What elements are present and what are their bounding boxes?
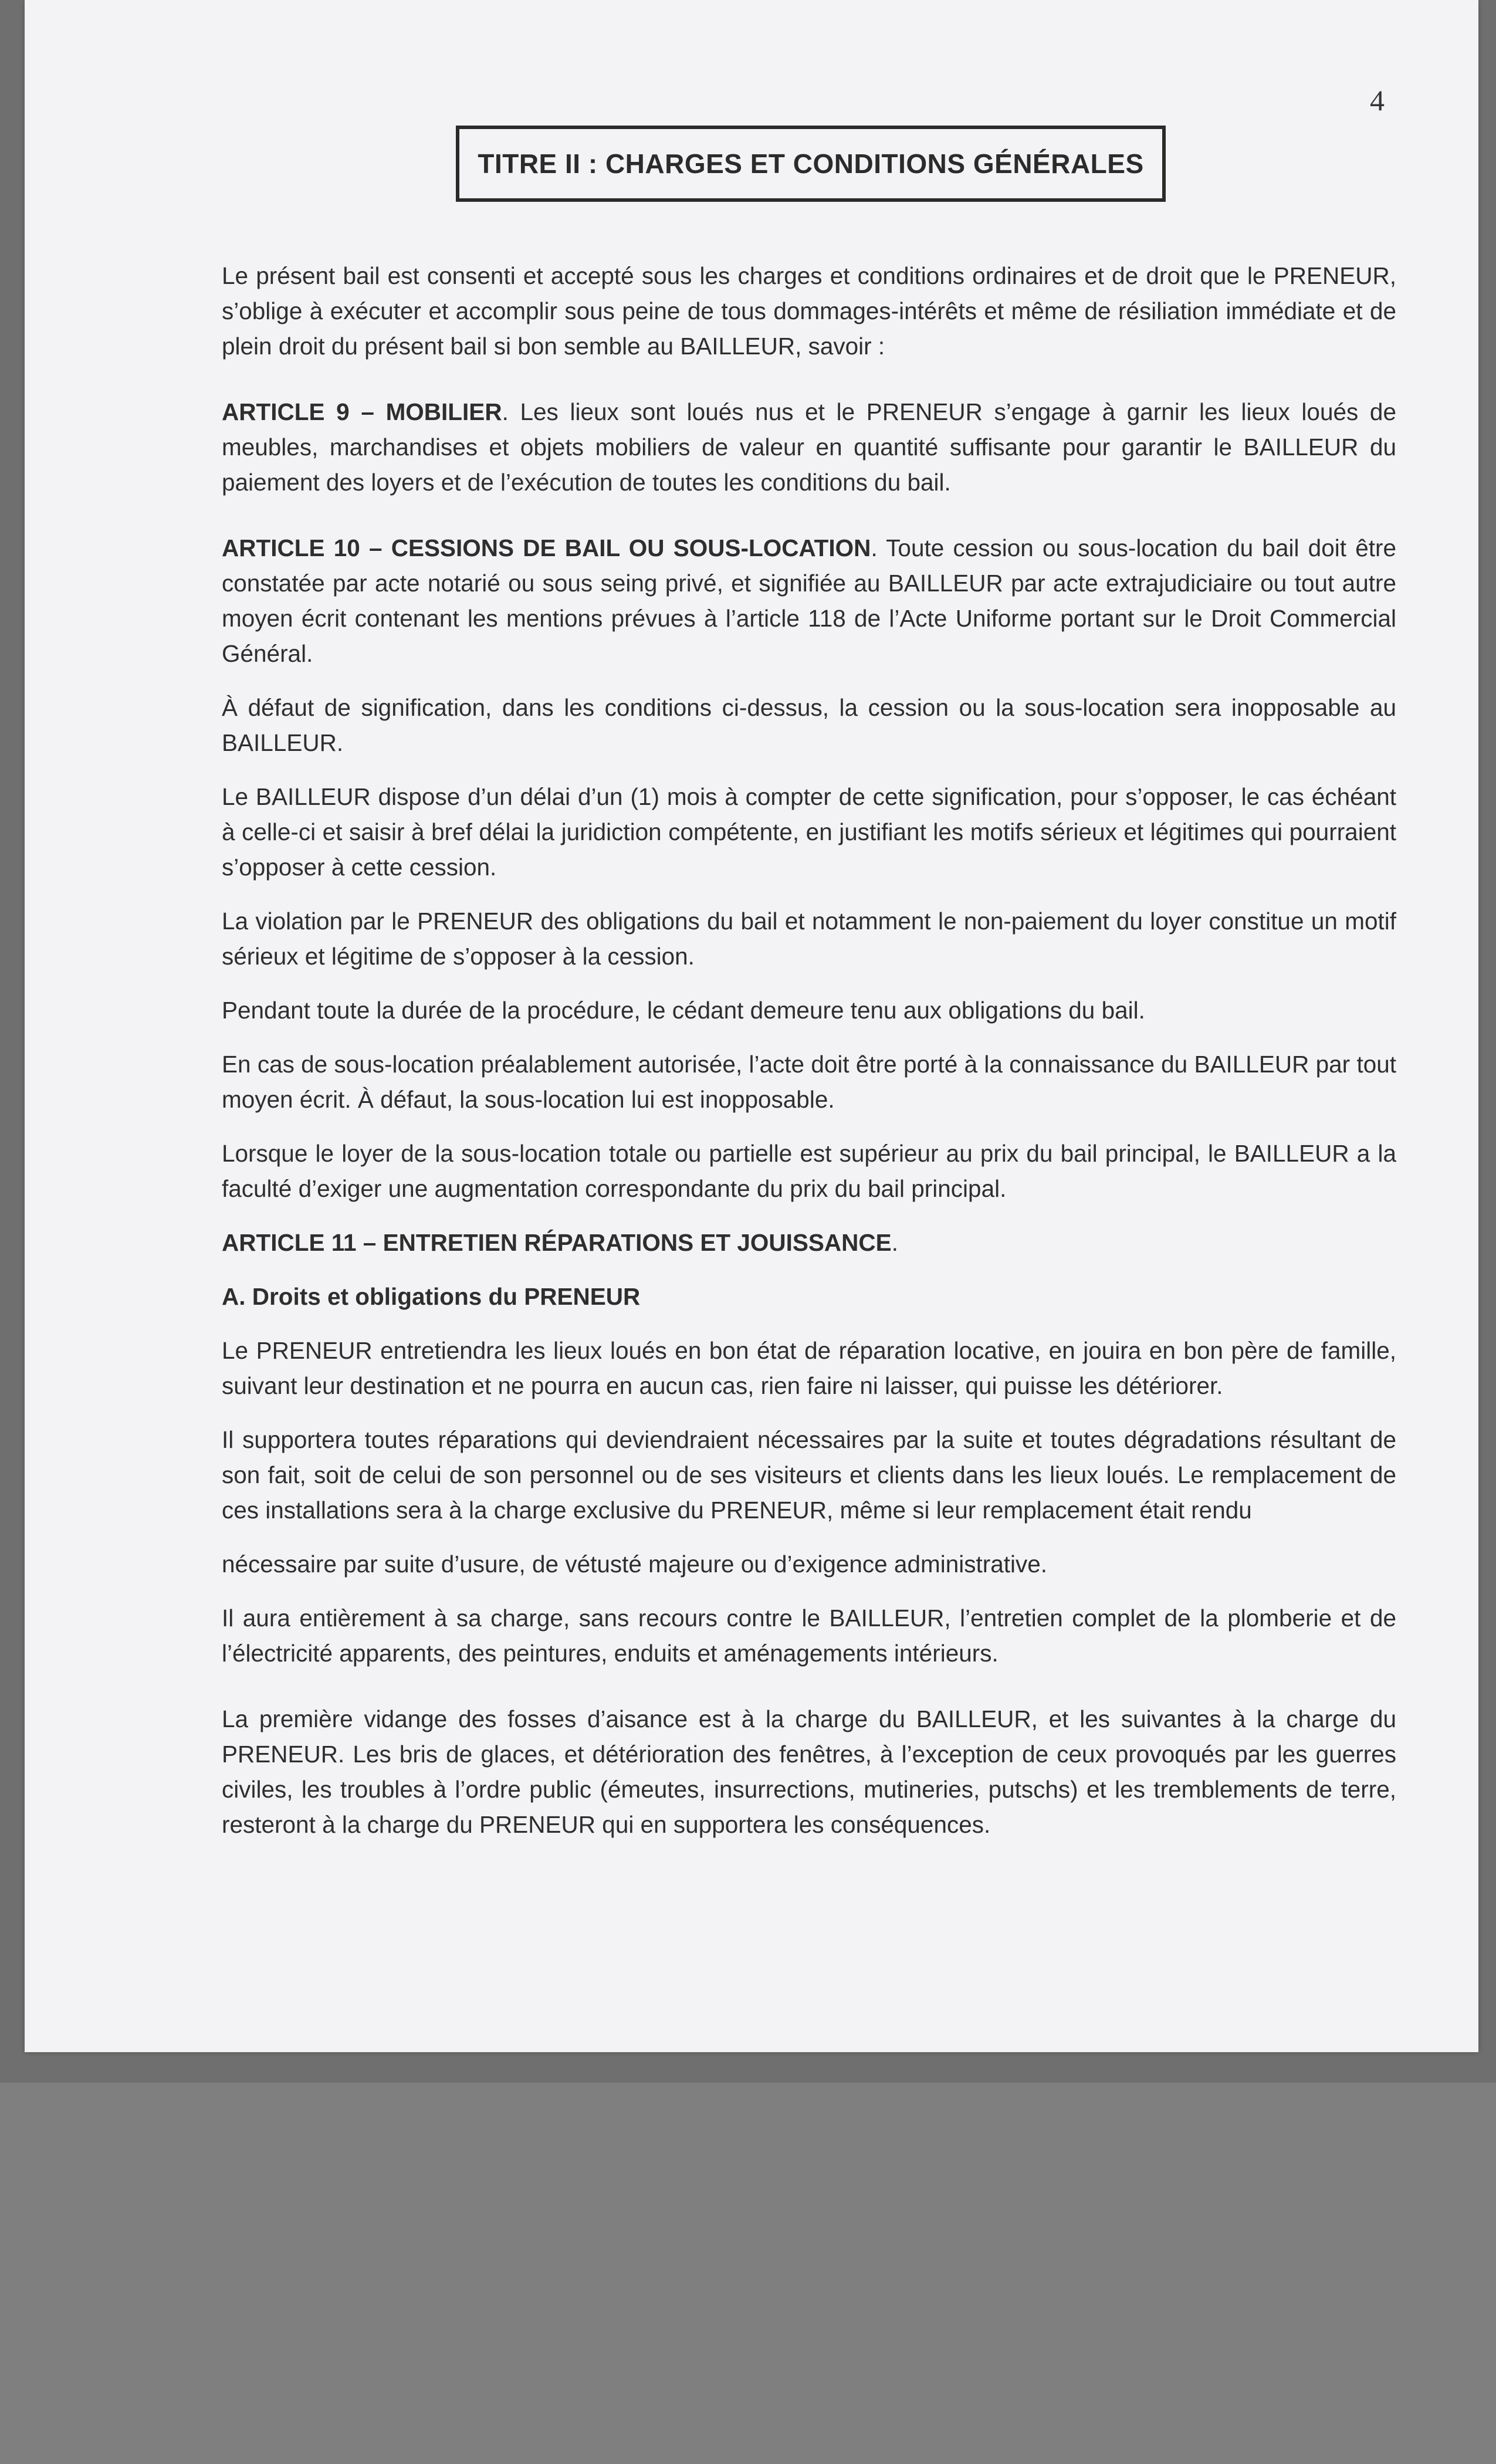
article-11-subheading: A. Droits et obligations du PRENEUR bbox=[222, 1283, 641, 1310]
article-11-heading-suffix: . bbox=[891, 1229, 898, 1256]
page-title: TITRE II : CHARGES ET CONDITIONS GÉNÉRALES bbox=[478, 148, 1144, 179]
article-11-paragraph: La première vidange des fosses d’aisance est à la charge du BAILLEUR, et les suivantes à la charge du PRENEUR. Les bris de glaces, et détérioration des fenêtres, à l’exception de ceux provoqués par les guerres civiles, les troubles à l’ordre public (émeutes, insurrections, mutineries, putschs) et les tremblements de terre, resteront à la charge du PRENEUR qui en supportera les conséquences. bbox=[222, 1705, 1396, 1838]
article-10-paragraph: Lorsque le loyer de la sous-location totale ou partielle est supérieur au prix du bail principal, le BAILLEUR a la faculté d’exiger une augmentation correspondante du prix du bail principal. bbox=[222, 1140, 1396, 1202]
article-10-heading: ARTICLE 10 – CESSIONS DE BAIL OU SOUS-LOCATION bbox=[222, 534, 871, 561]
article-11-heading: ARTICLE 11 – ENTRETIEN RÉPARATIONS ET JOUISSANCE bbox=[222, 1229, 892, 1256]
document-page bbox=[25, 0, 1478, 2052]
article-10-paragraph: En cas de sous-location préalablement autorisée, l’acte doit être porté à la connaissance du BAILLEUR par tout moyen écrit. À défaut, la sous-location lui est inopposable. bbox=[222, 1051, 1396, 1113]
article-10-paragraph: Le BAILLEUR dispose d’un délai d’un (1) mois à compter de cette signification, pour s’opposer, le cas échéant à celle-ci et saisir à bref délai la juridiction compétente, en justifiant les motifs sérieux et légitimes qui pourraient s’opposer à cette cession. bbox=[222, 783, 1396, 881]
article-9 bbox=[222, 394, 1396, 500]
article-11-paragraph: Le PRENEUR entretiendra les lieux loués en bon état de réparation locative, en jouira en bon père de famille, suivant leur destination et ne pourra en aucun cas, rien faire ni laisser, qui puisse les détériorer. bbox=[222, 1337, 1396, 1399]
page-number: 4 bbox=[1370, 84, 1385, 117]
document-body bbox=[222, 258, 1396, 1861]
article-11-paragraph: nécessaire par suite d’usure, de vétusté majeure ou d’exigence administrative. bbox=[222, 1551, 1048, 1578]
article-11-heading-line bbox=[222, 1225, 1396, 1260]
article-11-paragraph: Il aura entièrement à sa charge, sans recours contre le BAILLEUR, l’entretien complet de la plomberie et de l’électricité apparents, des peintures, enduits et aménagements intérieurs. bbox=[222, 1605, 1396, 1667]
article-10 bbox=[222, 530, 1396, 671]
article-9-heading: ARTICLE 9 – MOBILIER bbox=[222, 398, 502, 425]
title-box bbox=[456, 126, 1166, 202]
intro-paragraph: Le présent bail est consenti et accepté sous les charges et conditions ordinaires et de droit que le PRENEUR, s’oblige à exécuter et accomplir sous peine de tous dommages-intérêts et même de résiliation immédiate et de plein droit du présent bail si bon semble au BAILLEUR, savoir : bbox=[222, 262, 1396, 360]
article-10-paragraph: La violation par le PRENEUR des obligations du bail et notamment le non-paiement du loyer constitue un motif sérieux et légitime de s’opposer à la cession. bbox=[222, 908, 1396, 970]
article-10-paragraph: À défaut de signification, dans les conditions ci-dessus, la cession ou la sous-location sera inopposable au BAILLEUR. bbox=[222, 694, 1396, 756]
article-11-paragraph: Il supportera toutes réparations qui deviendraient nécessaires par la suite et toutes dégradations résultant de son fait, soit de celui de son personnel ou de ses visiteurs et clients dans les lieux loués. Le remplacement de ces installations sera à la charge exclusive du PRENEUR, même si leur remplacement était rendu bbox=[222, 1426, 1396, 1524]
article-10-paragraph: Pendant toute la durée de la procédure, le cédant demeure tenu aux obligations du bail. bbox=[222, 997, 1145, 1024]
article-9-text: . Les lieux sont loués nus et le PRENEUR s’engage à garnir les lieux loués de meubles, marchandises et objets mobiliers de valeur en quantité suffisante pour garantir le BAILLEUR du paiement des loyers et de l’exécution de toutes les conditions du bail. bbox=[222, 398, 1396, 496]
article-10-text: . Toute cession ou sous-location du bail doit être constatée par acte notarié ou sous seing privé, et signifiée au BAILLEUR par acte extrajudiciaire ou tout autre moyen écrit contenant les mentions prévues à l’article 118 de l’Acte Uniforme portant sur le Droit Commercial Général. bbox=[222, 534, 1396, 667]
